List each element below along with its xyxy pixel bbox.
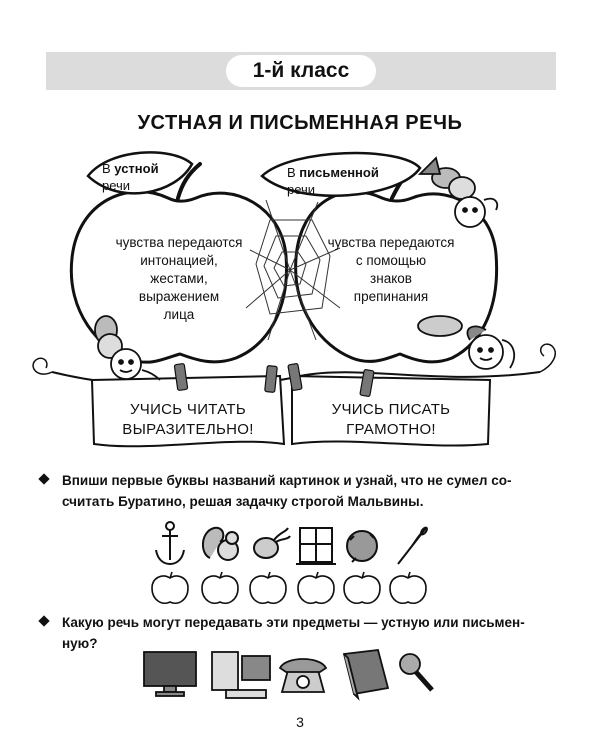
written-line: знаков — [370, 271, 412, 286]
written-banner-line: ГРАМОТНО! — [346, 421, 436, 438]
oral-line: интонацией, — [140, 253, 218, 268]
oral-leaf-bold: устной — [114, 161, 159, 176]
answer-apple — [202, 572, 238, 603]
task-2-line: ную? — [62, 636, 98, 651]
window-icon — [296, 528, 336, 564]
task-2-line: Какую речь могут передавать эти предметы — устную или письмен- — [62, 615, 525, 630]
oral-banner-line: УЧИСЬ ЧИТАТЬ — [129, 401, 247, 418]
answer-apple — [344, 572, 380, 603]
caterpillar-left — [95, 316, 160, 380]
grade-label: 1-й класс — [252, 59, 350, 82]
page-number: 3 — [296, 714, 304, 730]
telephone-icon — [280, 659, 326, 692]
written-description — [316, 234, 466, 306]
object-row — [140, 646, 450, 702]
computer-icon — [212, 652, 270, 698]
written-leaf-prefix: В — [287, 165, 296, 180]
answer-apple — [298, 572, 334, 603]
written-banner-text — [296, 400, 486, 440]
oral-leaf-label — [102, 160, 202, 194]
oral-description — [104, 234, 254, 324]
task-1 — [44, 470, 564, 512]
oral-banner-line: ВЫРАЗИТЕЛЬНО! — [122, 421, 254, 438]
clothespin — [265, 366, 278, 393]
picture-row — [140, 518, 440, 608]
written-leaf-suffix: речи — [287, 182, 316, 197]
written-leaf-label — [287, 164, 427, 198]
grade-badge — [226, 55, 376, 87]
book-icon — [344, 650, 388, 698]
microphone-icon — [400, 654, 432, 690]
anchor-icon — [156, 522, 184, 564]
written-leaf-bold: письменной — [299, 165, 379, 180]
written-banner-line: УЧИСЬ ПИСАТЬ — [331, 401, 451, 418]
written-line: препинания — [353, 289, 429, 304]
oral-leaf-suffix: речи — [102, 178, 131, 193]
turnip-icon — [254, 528, 290, 558]
answer-apple — [390, 572, 426, 603]
oral-leaf-prefix: В — [102, 161, 111, 176]
answer-apple — [250, 572, 286, 603]
page-title: УСТНАЯ И ПИСЬМЕННАЯ РЕЧЬ — [137, 112, 463, 134]
oral-line: чувства передаются — [115, 235, 243, 250]
task-1-line: считать Буратино, решая задачку строгой Мальвины. — [62, 494, 424, 509]
written-line: с помощью — [355, 253, 427, 268]
task-1-line: Впиши первые буквы названий картинок и узнай, что не сумел со- — [62, 473, 512, 488]
oral-line: выражением — [138, 289, 220, 304]
oral-line: лица — [163, 307, 195, 322]
answer-apple — [152, 572, 188, 603]
oral-line: жестами, — [150, 271, 208, 286]
written-line: чувства передаются — [327, 235, 455, 250]
clothespin — [288, 363, 302, 390]
chestnut-icon — [347, 531, 377, 562]
needle-icon — [398, 527, 428, 564]
squirrel-icon — [203, 528, 238, 560]
oral-banner-text — [96, 400, 280, 440]
monitor-icon — [144, 652, 196, 696]
